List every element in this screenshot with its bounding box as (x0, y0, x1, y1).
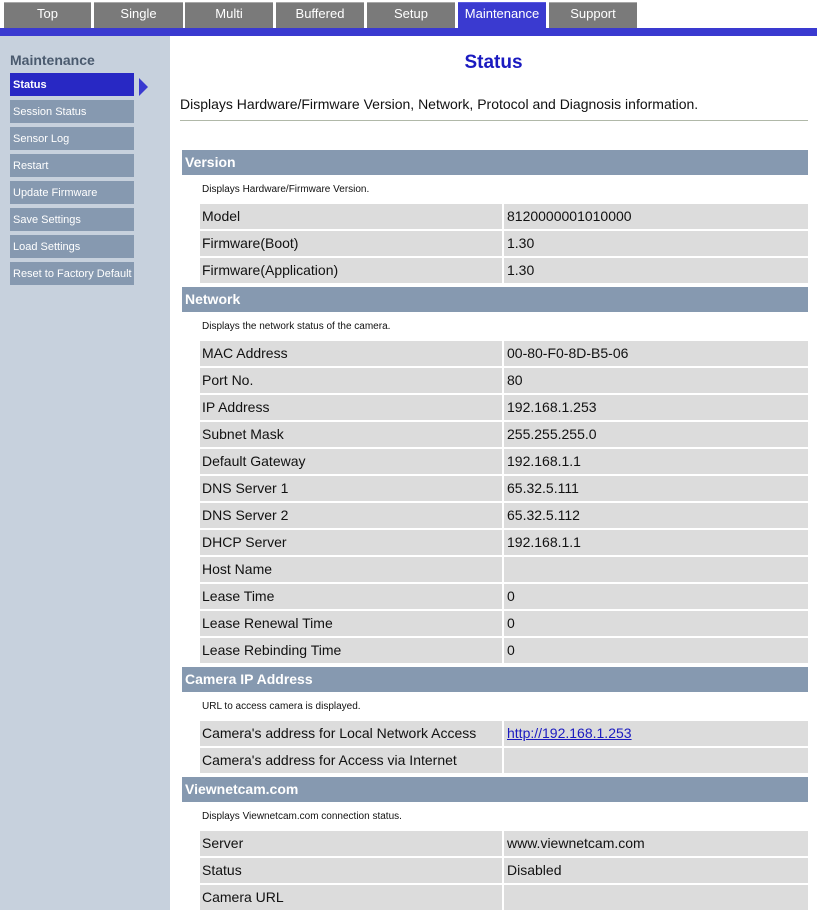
tab-buffered-image[interactable]: Buffered (276, 2, 364, 28)
row-key: DHCP Server (202, 534, 287, 550)
row-value: 00-80-F0-8D-B5-06 (507, 345, 629, 361)
row-value (504, 885, 808, 910)
table-row (200, 449, 808, 474)
row-key: Default Gateway (202, 453, 306, 469)
table-row (200, 858, 808, 883)
row-key: Camera URL (202, 889, 284, 905)
table-row (200, 584, 808, 609)
row-value: 0 (507, 615, 515, 631)
sidebar-item-update-firmware[interactable]: Update Firmware (10, 181, 134, 204)
section-description-camera-ip-address: URL to access camera is displayed. (202, 701, 361, 712)
table-row (200, 611, 808, 636)
table-row (200, 748, 808, 773)
page-title: Status (464, 52, 523, 73)
section-heading-camera-ip-address: Camera IP Address (182, 667, 808, 692)
row-value: 1.30 (507, 235, 535, 251)
active-item-arrow-icon (139, 78, 148, 96)
sidebar-item-load-settings[interactable]: Load Settings (10, 235, 134, 258)
tab-single[interactable]: Single (94, 2, 183, 28)
tab-multi[interactable]: Multi (185, 2, 273, 28)
row-value (504, 748, 808, 773)
row-key: Port No. (202, 372, 254, 388)
table-row (200, 831, 808, 856)
table-row (200, 231, 808, 256)
section-heading-version: Version (182, 150, 808, 175)
divider (180, 120, 808, 121)
table-row (200, 395, 808, 420)
section-description-version: Displays Hardware/Firmware Version. (202, 184, 370, 195)
row-key: IP Address (202, 399, 270, 415)
row-value (504, 721, 808, 746)
table-row (200, 638, 808, 663)
table-row (200, 341, 808, 366)
table-row (200, 204, 808, 229)
section-heading-network: Network (182, 287, 808, 312)
row-key: Host Name (202, 561, 273, 577)
sidebar-item-save-settings[interactable]: Save Settings (10, 208, 134, 231)
row-key: Lease Renewal Time (202, 615, 333, 631)
table-row (200, 422, 808, 447)
table-row (200, 530, 808, 555)
row-value: 192.168.1.1 (507, 453, 581, 469)
row-key: Status (202, 862, 242, 878)
section-description-network: Displays the network status of the camera. (202, 321, 391, 332)
row-key: MAC Address (202, 345, 288, 361)
row-key: Firmware(Application) (202, 262, 339, 278)
sidebar-item-sensor-log[interactable]: Sensor Log (10, 127, 134, 150)
nav-accent-strip (0, 28, 817, 36)
row-key: Lease Rebinding Time (202, 642, 342, 658)
row-key: Subnet Mask (202, 426, 284, 442)
sidebar (0, 36, 170, 910)
row-value: 0 (507, 588, 515, 604)
tab-support[interactable]: Support (549, 2, 637, 28)
row-key: Model (202, 208, 241, 224)
table-row (200, 503, 808, 528)
table-row (200, 721, 808, 746)
row-key: Lease Time (202, 588, 275, 604)
row-value: 80 (507, 372, 523, 388)
row-value: 0 (507, 642, 515, 658)
table-row (200, 885, 808, 910)
main-content (170, 36, 817, 910)
row-key: Firmware(Boot) (202, 235, 299, 251)
row-value: 1.30 (507, 262, 535, 278)
row-key: Camera's address for Local Network Access (202, 725, 477, 741)
row-value: Disabled (507, 862, 562, 878)
tab-setup[interactable]: Setup (367, 2, 455, 28)
table-row (200, 476, 808, 501)
sidebar-item-session-status[interactable]: Session Status (10, 100, 134, 123)
row-key: Camera's address for Access via Internet (202, 752, 457, 768)
section-description-viewnetcam: Displays Viewnetcam.com connection status. (202, 811, 402, 822)
sidebar-item-restart[interactable]: Restart (10, 154, 134, 177)
row-value (504, 557, 808, 582)
tab-maintenance[interactable]: Maintenance (458, 2, 546, 28)
sidebar-title: Maintenance (10, 52, 95, 68)
sidebar-item-reset-factory-default[interactable]: Reset to Factory Default (10, 262, 134, 285)
table-row (200, 258, 808, 283)
sidebar-item-status[interactable]: Status (10, 73, 134, 96)
tab-top[interactable]: Top (4, 2, 91, 28)
section-heading-viewnetcam: Viewnetcam.com (182, 777, 808, 802)
local-access-link[interactable]: http://192.168.1.253 (507, 725, 632, 741)
row-key: Server (202, 835, 244, 851)
top-navigation (0, 0, 817, 36)
table-row (200, 557, 808, 582)
row-value: 255.255.255.0 (507, 426, 597, 442)
table-row (200, 368, 808, 393)
row-value: 8120000001010000 (507, 208, 632, 224)
row-value: 65.32.5.112 (507, 507, 580, 523)
row-key: DNS Server 2 (202, 507, 289, 523)
row-key: DNS Server 1 (202, 480, 289, 496)
row-value: 192.168.1.1 (507, 534, 581, 550)
page-description: Displays Hardware/Firmware Version, Network, Protocol and Diagnosis information. (180, 96, 699, 112)
row-value: 65.32.5.111 (507, 480, 579, 496)
row-value: 192.168.1.253 (507, 399, 597, 415)
row-value: www.viewnetcam.com (507, 835, 645, 851)
